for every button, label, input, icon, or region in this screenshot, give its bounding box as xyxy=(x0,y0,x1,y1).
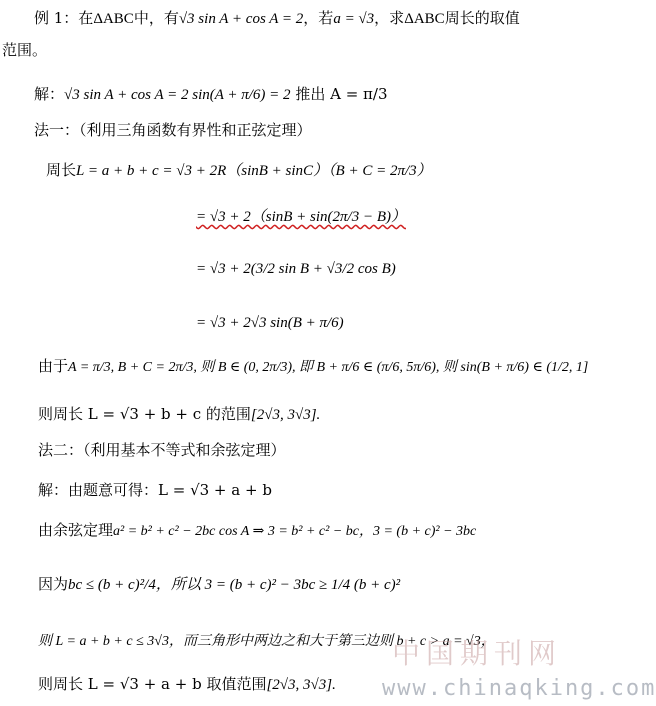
conclusion-text: 则周长 L = √3 + b + c 的范围 xyxy=(38,405,251,423)
solution-deduction: 推出 A = π/3 xyxy=(295,85,388,103)
method2-cosine-law xyxy=(38,520,476,542)
problem-mid: 中，有 xyxy=(133,9,179,27)
method1-step4-expr: = √3 + 2√3 sin(B + π/6) xyxy=(196,315,344,331)
method1-step2 xyxy=(196,206,406,227)
triangle-name: ΔABC xyxy=(93,11,134,27)
triangle-name-2: ΔABC xyxy=(404,11,445,27)
method1-step3 xyxy=(196,258,396,279)
bound-text: 则 L = a + b + c ≤ 3√3，而三角形中两边之和大于第三边则 b + c > a = √3， xyxy=(38,634,495,649)
watermark-url: www.chinaqking.com xyxy=(382,676,656,701)
solution-line xyxy=(34,84,388,105)
method2-inequality xyxy=(38,574,400,595)
conclusion-range: [2√3, 3√3]. xyxy=(250,407,321,423)
method1-step2-expr: = √3 + 2（sinB + sin(2π/3 − B)） xyxy=(196,209,406,225)
problem-label: 例 1：在 xyxy=(34,9,94,27)
solution-expression: √3 sin A + cos A = 2 sin(A + π/6) = 2 xyxy=(64,87,291,103)
method1-step3-expr: = √3 + 2(3/2 sin B + √3/2 cos B) xyxy=(196,261,396,277)
method1-step4 xyxy=(196,312,344,333)
condition-prefix: ，若 xyxy=(303,9,334,27)
cosine-label: 由余弦定理 xyxy=(38,521,114,539)
method1-since xyxy=(38,356,588,378)
solution-label: 解： xyxy=(34,85,65,103)
method2-final xyxy=(38,674,336,695)
final-range: [2√3, 3√3]. xyxy=(266,677,336,693)
perimeter-label: 周长 xyxy=(46,161,77,179)
method1-title: 法一：（利用三角函数有界性和正弦定理） xyxy=(34,121,312,139)
problem-statement xyxy=(34,8,520,29)
ask-text: 周长的取值 xyxy=(444,9,520,27)
final-text: 则周长 L = √3 + a + b 取值范围 xyxy=(38,675,267,693)
ask-prefix: ，求 xyxy=(374,9,405,27)
inequality-expression: bc ≤ (b + c)²/4，所以 3 = (b + c)² − 3bc ≥ 1/4 (b + c)² xyxy=(68,577,401,593)
since-label: 由于 xyxy=(38,357,69,375)
given-condition: a = √3 xyxy=(333,11,375,27)
given-equation: √3 sin A + cos A = 2 xyxy=(178,11,304,27)
method1-step1 xyxy=(46,160,432,181)
method1-conclusion xyxy=(38,404,320,425)
since-expression: A = π/3, B + C = 2π/3, 则 B ∈ (0, 2π/3), 即 B + π/6 ∈ (π/6, 5π/6), 则 sin(B + π/6) ∈ (1/2, 1] xyxy=(68,360,589,375)
cosine-expression: a² = b² + c² − 2bc cos A ⇒ 3 = b² + c² − bc，3 = (b + c)² − 3bc xyxy=(113,524,477,539)
method2-title: 法二：（利用基本不等式和余弦定理） xyxy=(38,441,286,459)
inequality-label: 因为 xyxy=(38,575,69,593)
method1-step1-expr: L = a + b + c = √3 + 2R（sinB + sinC）（B + C = 2π/3） xyxy=(76,163,432,179)
problem-statement-cont: 范围。 xyxy=(2,41,48,59)
watermark-cn: 中国期刊网 xyxy=(392,637,563,670)
method2-line1: 解：由题意可得：L = √3 + a + b xyxy=(38,481,272,499)
